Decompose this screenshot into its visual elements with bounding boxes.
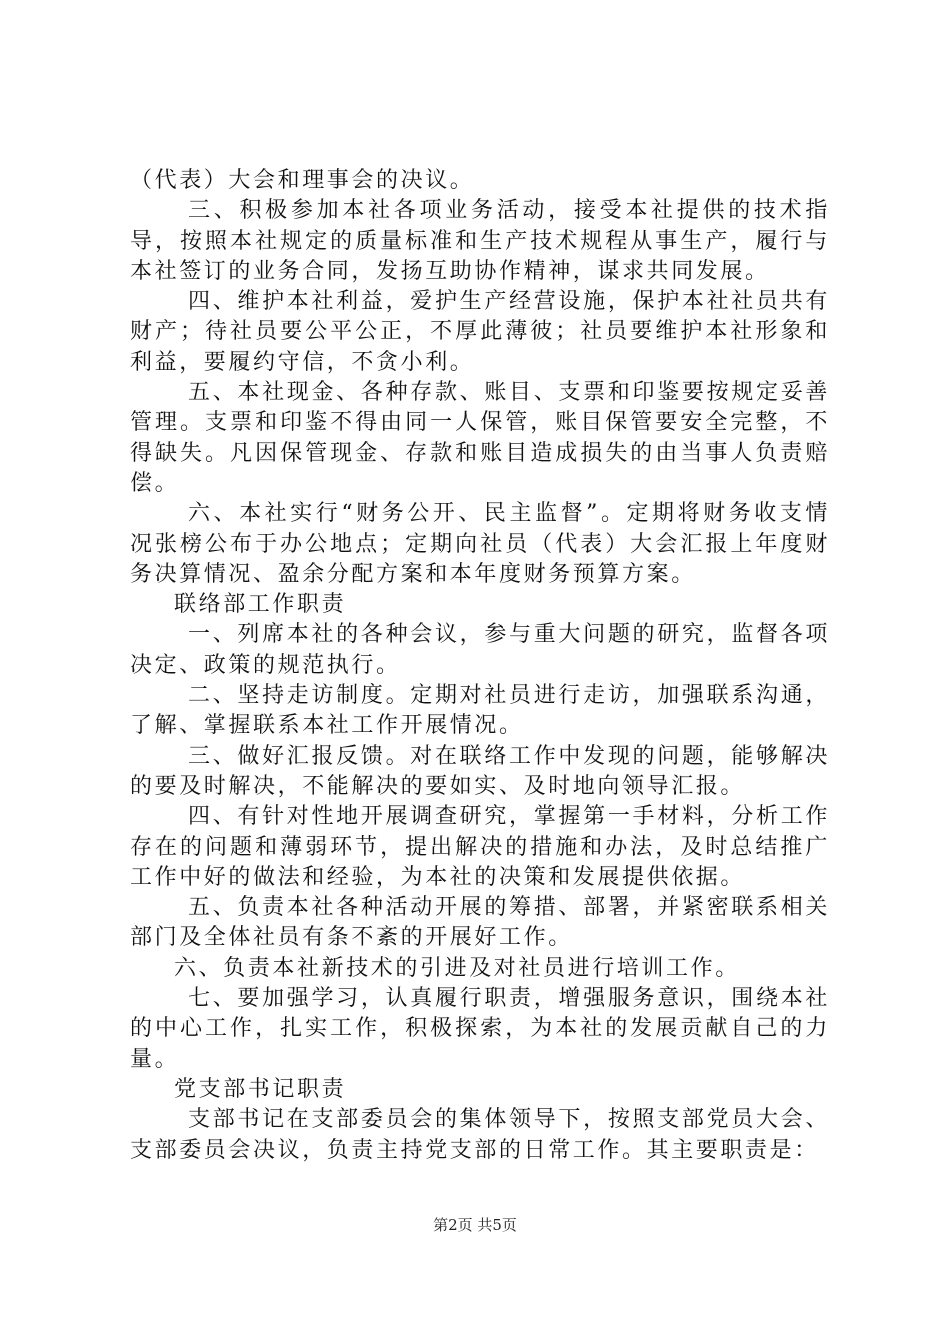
paragraph-1: （代表）大会和理事会的决议。 xyxy=(130,168,475,193)
paragraph-12: 六、负责本社新技术的引进及对社员进行培训工作。 xyxy=(174,955,740,981)
paragraph-15: 支部书记在支部委员会的集体领导下，按照支部党员大会、支部委员会决议，负责主持党支部的日常工作。其主要职责是： xyxy=(130,1107,830,1163)
document-body xyxy=(130,166,830,1166)
paragraph-5: 六、本社实行“财务公开、民主监督”。定期将财务收支情况张榜公布于办公地点；定期向社员（代表）大会汇报上年度财务决算情况、盈余分配方案和本年度财务预算方案。 xyxy=(130,501,830,587)
paragraph-11: 五、负责本社各种活动开展的筹措、部署，并紧密联系相关部门及全体社员有条不紊的开展好工作。 xyxy=(130,895,830,951)
paragraph-8: 二、坚持走访制度。定期对社员进行走访，加强联系沟通，了解、掌握联系本社工作开展情况。 xyxy=(130,683,830,739)
section-heading-liaison: 联络部工作职责 xyxy=(174,592,347,618)
paragraph-7: 一、列席本社的各种会议，参与重大问题的研究，监督各项决定、政策的规范执行。 xyxy=(130,622,830,678)
page-number-footer: 第2页 共5页 xyxy=(433,1216,517,1234)
paragraph-4: 五、本社现金、各种存款、账目、支票和印鉴要按规定妥善管理。支票和印鉴不得由同一人保管，账目保管要安全完整，不得缺失。凡因保管现金、存款和账目造成损失的由当事人负责赔偿。 xyxy=(130,380,830,496)
paragraph-3: 四、维护本社利益，爱护生产经营设施，保护本社社员共有财产；待社员要公平公正，不厚此薄彼；社员要维护本社形象和利益，要履约守信，不贪小利。 xyxy=(130,289,830,375)
paragraph-13: 七、要加强学习，认真履行职责，增强服务意识，围绕本社的中心工作，扎实工作，积极探索，为本社的发展贡献自己的力量。 xyxy=(130,986,830,1072)
paragraph-2: 三、积极参加本社各项业务活动，接受本社提供的技术指导，按照本社规定的质量标准和生产技术规程从事生产，履行与本社签订的业务合同，发扬互助协作精神，谋求共同发展。 xyxy=(130,198,830,284)
paragraph-9: 三、做好汇报反馈。对在联络工作中发现的问题，能够解决的要及时解决，不能解决的要如实、及时地向领导汇报。 xyxy=(130,743,830,799)
paragraph-10: 四、有针对性地开展调查研究，掌握第一手材料，分析工作存在的问题和薄弱环节，提出解决的措施和办法，及时总结推广工作中好的做法和经验，为本社的决策和发展提供依据。 xyxy=(130,804,830,890)
section-heading-party-secretary: 党支部书记职责 xyxy=(174,1076,347,1102)
